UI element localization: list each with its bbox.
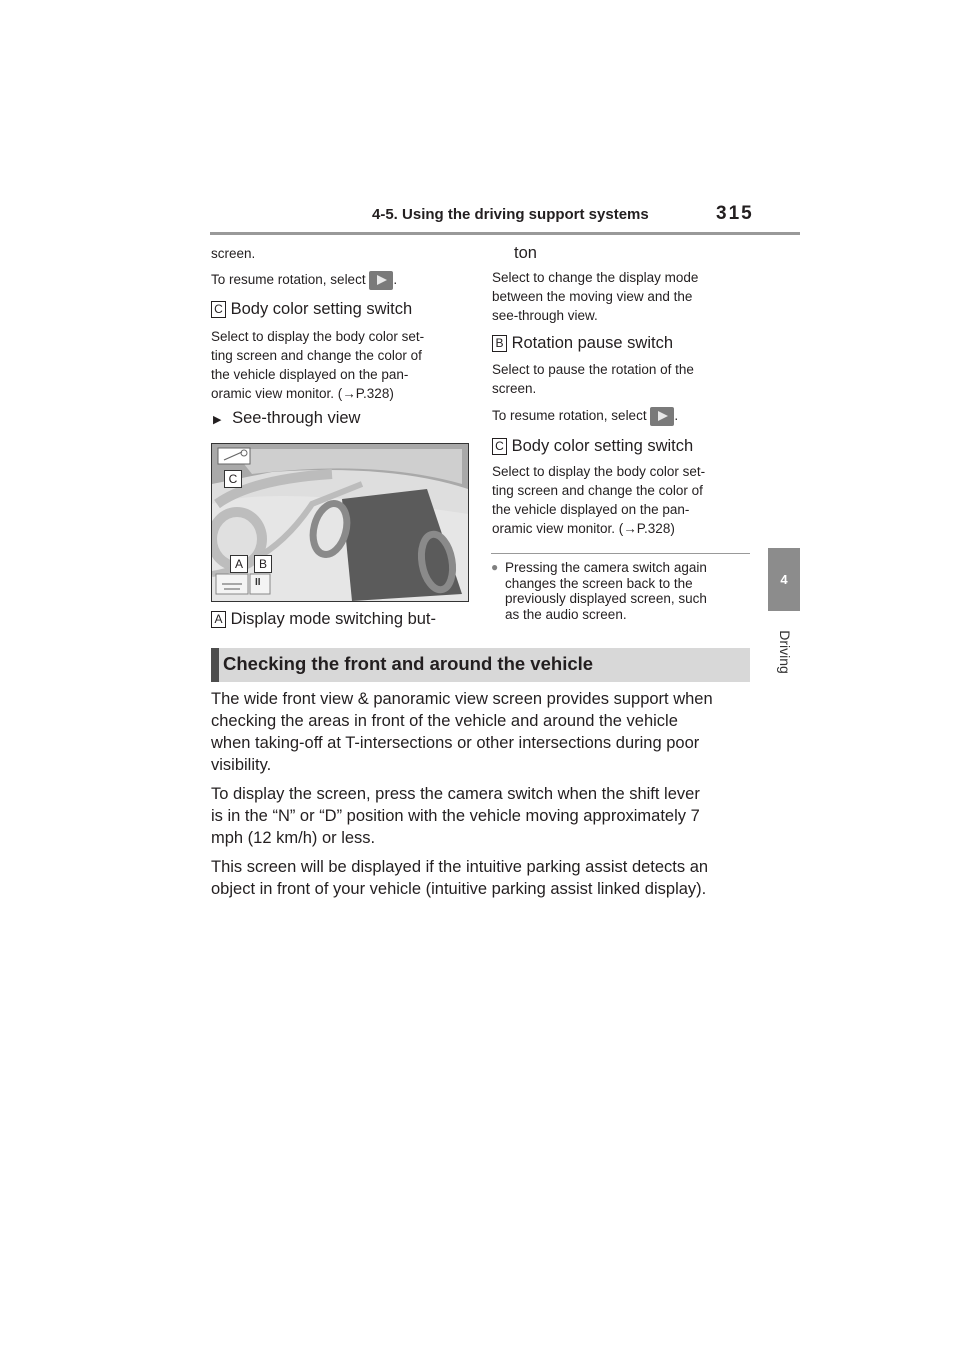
para-line: when taking-off at T-intersections or other intersections during poor (211, 734, 700, 752)
para-line: is in the “N” or “D” position with the vehicle moving approximately 7 (211, 807, 700, 825)
desc-line: Select to display the body color set- (211, 329, 425, 344)
desc-line: ting screen and change the color of (492, 483, 703, 498)
resume-period: . (674, 408, 679, 423)
b-heading (492, 333, 673, 354)
para-line: mph (12 km/h) or less. (211, 829, 376, 847)
c-title: Body color setting switch (511, 437, 694, 455)
desc-line: Select to pause the rotation of the (492, 362, 694, 377)
page-number: 315 (716, 203, 754, 224)
section-heading: Checking the front and around the vehicle (223, 653, 594, 674)
screen-continuation: screen. (211, 246, 256, 261)
resume-text: To resume rotation, select (492, 408, 647, 423)
desc-line: the vehicle displayed on the pan- (211, 367, 409, 382)
para-line: visibility. (211, 756, 272, 774)
note-divider (491, 553, 750, 554)
a-title-continuation: ton (514, 244, 537, 262)
desc-line: screen. (492, 381, 537, 396)
bullet-icon: ● (491, 560, 499, 574)
see-through-view-illustration (211, 443, 469, 602)
desc-line: the vehicle displayed on the pan- (492, 502, 690, 517)
label-a: A (230, 555, 248, 573)
section-heading-box (211, 648, 750, 682)
desc-line: ting screen and change the color of (211, 348, 422, 363)
resume-text: To resume rotation, select (211, 272, 366, 287)
key-b-box: B (492, 335, 507, 352)
note-line: as the audio screen. (505, 606, 627, 622)
a-title: Display mode switching but- (230, 610, 437, 628)
label-c: C (224, 470, 242, 488)
b-title: Rotation pause switch (511, 334, 674, 352)
header-rule (210, 232, 800, 235)
c-heading-right (492, 436, 693, 457)
desc-line: between the moving view and the (492, 289, 693, 304)
note-block (491, 560, 753, 622)
note-line: previously displayed screen, such (505, 591, 707, 606)
section-heading-bar (211, 648, 219, 682)
chapter-side-label (770, 618, 798, 698)
desc-line: Select to change the display mode (492, 270, 699, 285)
resume-line-right (492, 406, 678, 426)
label-b: B (254, 555, 272, 573)
resume-line-left (211, 270, 397, 290)
paragraph-3 (211, 856, 756, 900)
a-description (492, 268, 752, 325)
desc-line: Select to display the body color set- (492, 464, 706, 479)
para-line: The wide front view & panoramic view screen provides support when (211, 690, 713, 708)
paragraph-1 (211, 688, 756, 776)
camera-view-graphic (212, 444, 468, 601)
c-description-left (211, 327, 471, 403)
see-through-title: See-through view (232, 409, 361, 427)
play-icon (650, 407, 674, 426)
c-title: Body color setting switch (230, 300, 413, 318)
c-heading-left (211, 299, 412, 320)
para-line: checking the areas in front of the vehicle and around the vehicle (211, 712, 678, 730)
para-line: object in front of your vehicle (intuitive parking assist linked display). (211, 880, 707, 898)
para-line: To display the screen, press the camera switch when the shift lever (211, 785, 700, 803)
note-line: changes the screen back to the (505, 575, 693, 591)
a-heading (211, 609, 436, 630)
play-icon (369, 271, 393, 290)
para-line: This screen will be displayed if the intuitive parking assist detects an (211, 858, 709, 876)
pause-icon: II (255, 577, 261, 588)
section-title: 4-5. Using the driving support systems (372, 206, 649, 223)
note-line: Pressing the camera switch again (505, 560, 707, 575)
chapter-name: Driving (777, 630, 793, 674)
see-through-heading (213, 408, 360, 431)
chapter-tab: 4 (768, 548, 800, 611)
key-a-box: A (211, 611, 226, 628)
desc-line: oramic view monitor. (→P.328) (211, 386, 394, 401)
key-c-box: C (492, 438, 507, 455)
desc-line: see-through view. (492, 308, 598, 323)
key-c-box: C (211, 301, 226, 318)
c-description-right (492, 462, 752, 538)
desc-line: oramic view monitor. (→P.328) (492, 521, 675, 536)
resume-period: . (393, 272, 398, 287)
triangle-marker-icon: ▶ (213, 414, 222, 426)
paragraph-2 (211, 783, 756, 849)
b-description (492, 360, 752, 398)
